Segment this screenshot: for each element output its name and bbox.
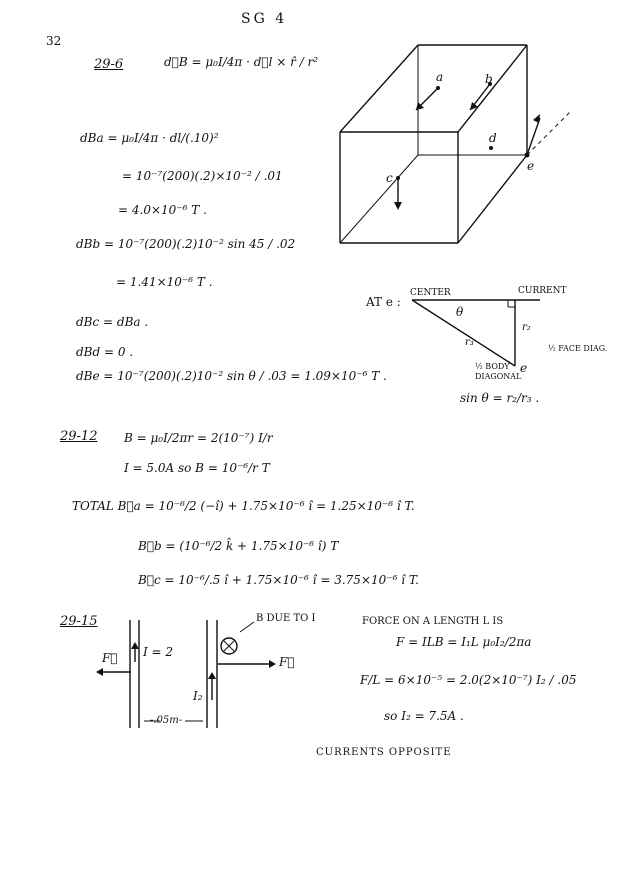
triangle-center-label: CENTER <box>410 288 451 298</box>
point-c-dot <box>396 176 400 180</box>
29-12-total-a: TOTAL B⃗a = 10⁻⁶/2 (−î) + 1.75×10⁻⁶ î = 1.25×10⁻⁶ î T. <box>72 499 415 513</box>
dBb-line-2: = 1.41×10⁻⁶ T . <box>116 275 213 289</box>
point-b-label: b <box>485 72 493 86</box>
dBb-line-1: dBb = 10⁻⁷(200)(.2)10⁻² sin 45 / .02 <box>76 237 296 251</box>
point-e-label: e <box>527 159 535 173</box>
dBa-line-1: dBa = μ₀I/4π · dl/(.10)² <box>80 131 219 145</box>
triangle-r3: r₃ <box>465 337 474 348</box>
triangle-title: AT e : <box>366 295 401 309</box>
cube-edge <box>458 155 527 243</box>
triangle-body-diag: ½ BODY DIAGONAL <box>475 362 522 381</box>
sin-theta-relation: sin θ = r₂/r₃ . <box>460 391 540 405</box>
triangle-e: e <box>520 361 528 375</box>
arrowhead <box>394 202 402 210</box>
cube-edge <box>340 45 418 132</box>
point-c-label: c <box>386 171 393 185</box>
force-per-length-equation: F/L = 6×10⁻⁵ = 2.0(2×10⁻⁷) I₂ / .05 <box>360 673 577 687</box>
dBa-line-3: = 4.0×10⁻⁶ T . <box>118 203 207 217</box>
diagonal-extension <box>527 112 570 155</box>
cube-edge <box>458 45 527 132</box>
triangle-r2: r₂ <box>522 322 531 333</box>
problem-29-15-label: 29-15 <box>60 614 98 629</box>
cube-edge-hidden <box>340 155 418 243</box>
problem-29-12-label: 29-12 <box>60 429 98 444</box>
force-equation: F = ILB = I₁L μ₀I₂/2πa <box>396 635 532 649</box>
arrowhead <box>96 668 103 676</box>
29-12-total-c: B⃗c = 10⁻⁶/.5 î + 1.75×10⁻⁶ î = 3.75×10⁻⁶ î T. <box>138 573 419 587</box>
arrowhead <box>269 660 276 668</box>
triangle-current-label: CURRENT <box>518 286 567 296</box>
field-at-e <box>527 118 540 155</box>
dBa-line-2: = 10⁻⁷(200)(.2)×10⁻² / .01 <box>122 169 283 183</box>
page-title: SG 4 <box>241 11 288 27</box>
force-right-label: F⃗ <box>279 655 295 669</box>
result-I2: so I₂ = 7.5A . <box>384 709 464 723</box>
point-d-label: d <box>489 131 497 145</box>
dBc-line: dBc = dBa . <box>76 315 149 329</box>
arrowhead <box>131 642 139 649</box>
problem-29-6-label: 29-6 <box>94 57 124 72</box>
conclusion: CURRENTS OPPOSITE <box>316 747 452 758</box>
29-12-total-b: B⃗b = (10⁻⁶/2 k̂ + 1.75×10⁻⁶ î) T <box>138 539 339 553</box>
29-12-eq1: B = μ₀I/2πr = 2(10⁻⁷) I/r <box>124 431 273 445</box>
label-pointer <box>240 622 254 632</box>
dBd-line: dBd = 0 . <box>76 345 134 359</box>
triangle-theta: θ <box>456 305 464 319</box>
B-due-label: B DUE TO I <box>256 613 316 624</box>
29-12-eq2: I = 5.0A so B = 10⁻⁶/r T <box>124 461 270 475</box>
arrowhead <box>208 672 216 679</box>
wire-1-current-label: I = 2 <box>143 645 174 659</box>
triangle-body-diagonal <box>412 300 515 366</box>
arrowhead <box>533 114 540 123</box>
page-number: 32 <box>46 34 62 48</box>
force-left-label: F⃗ <box>102 651 118 665</box>
biot-savart-law: d⃗B = μ₀I/4π · d⃗l × r̂ / r² <box>164 55 319 69</box>
dBe-line: dBe = 10⁻⁷(200)(.2)10⁻² sin θ / .03 = 1.09×10⁻⁶ T . <box>76 369 387 383</box>
point-a-label: a <box>436 70 444 84</box>
point-a-dot <box>436 86 440 90</box>
wire-2-current-label: I₂ <box>193 689 203 703</box>
point-d-dot <box>489 146 493 150</box>
force-text: FORCE ON A LENGTH L IS <box>362 616 504 627</box>
separation-label: -.05m- <box>150 715 183 726</box>
triangle-face-diag: ½ FACE DIAG. <box>548 344 608 353</box>
